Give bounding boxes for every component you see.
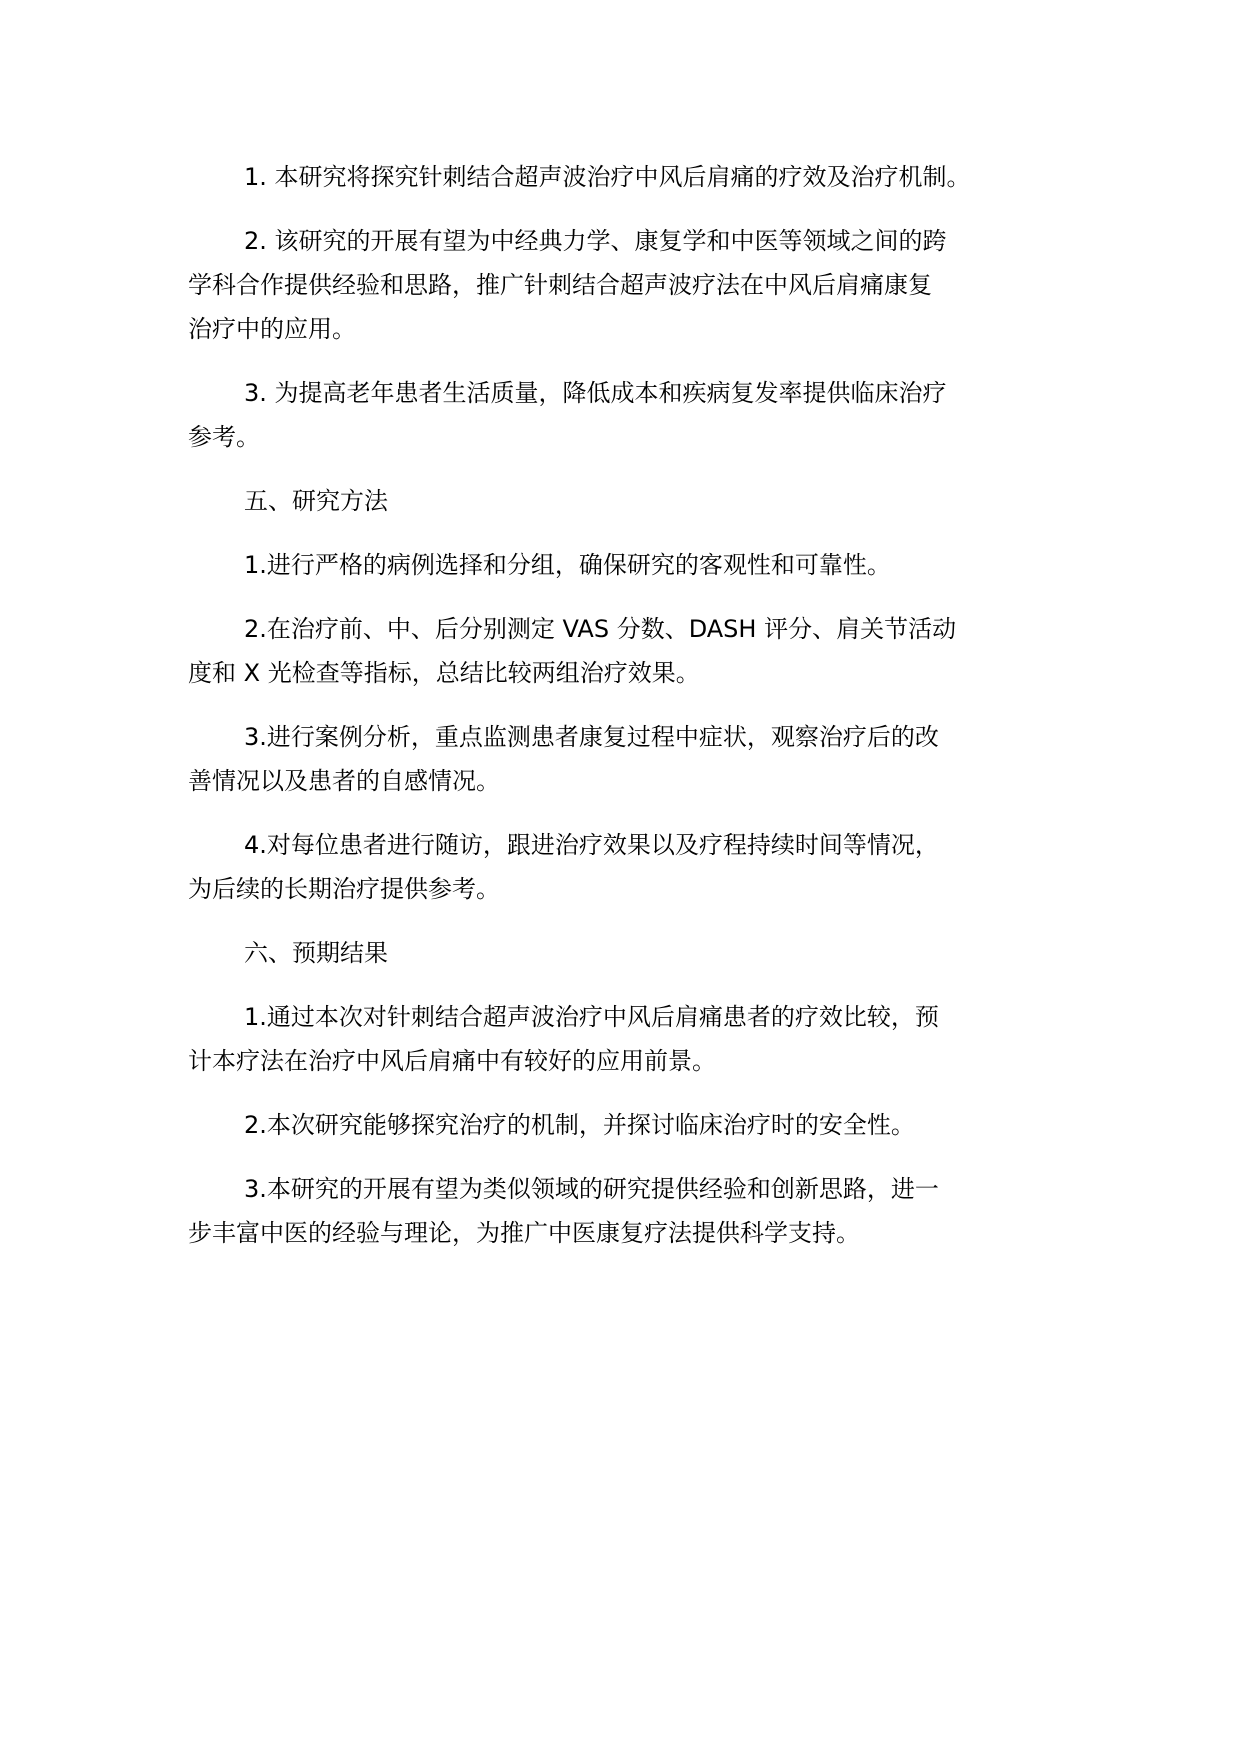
- text-line: 2.在治疗前、中、后分别测定 VAS 分数、DASH 评分、肩关节活动: [244, 615, 957, 643]
- paragraph-significance-2: [188, 219, 1078, 351]
- section-heading-methods: [188, 479, 1078, 523]
- paragraph-significance-1: [188, 155, 1078, 199]
- text-line: 1. 本研究将探究针刺结合超声波治疗中风后肩痛的疗效及治疗机制。: [244, 163, 971, 191]
- text-line: 3. 为提高老年患者生活质量，降低成本和疾病复发率提供临床治疗: [244, 379, 947, 407]
- paragraph-result-2: [188, 1103, 1078, 1147]
- text-line: 3.本研究的开展有望为类似领域的研究提供经验和创新思路，进一: [244, 1175, 939, 1203]
- paragraph-method-3: [188, 715, 1078, 803]
- paragraph-method-2: [188, 607, 1078, 695]
- text-line: 1.通过本次对针刺结合超声波治疗中风后肩痛患者的疗效比较，预: [244, 1003, 939, 1031]
- paragraph-significance-3: [188, 371, 1078, 459]
- text-line: 3.进行案例分析，重点监测患者康复过程中症状，观察治疗后的改: [244, 723, 939, 751]
- heading-text: 六、预期结果: [244, 939, 388, 967]
- text-line: 参考。: [188, 423, 260, 451]
- text-line: 学科合作提供经验和思路，推广针刺结合超声波疗法在中风后肩痛康复: [188, 271, 932, 299]
- text-line: 计本疗法在治疗中风后肩痛中有较好的应用前景。: [188, 1047, 716, 1075]
- paragraph-method-4: [188, 823, 1078, 911]
- heading-text: 五、研究方法: [244, 487, 388, 515]
- text-line: 2. 该研究的开展有望为中经典力学、康复学和中医等领域之间的跨: [244, 227, 947, 255]
- document-body: [188, 155, 1078, 1275]
- paragraph-result-1: [188, 995, 1078, 1083]
- text-line: 4.对每位患者进行随访，跟进治疗效果以及疗程持续时间等情况，: [244, 831, 939, 859]
- text-line: 步丰富中医的经验与理论，为推广中医康复疗法提供科学支持。: [188, 1219, 860, 1247]
- text-line: 度和 X 光检查等指标，总结比较两组治疗效果。: [188, 659, 700, 687]
- text-line: 为后续的长期治疗提供参考。: [188, 875, 500, 903]
- text-line: 1.进行严格的病例选择和分组，确保研究的客观性和可靠性。: [244, 551, 891, 579]
- text-line: 治疗中的应用。: [188, 315, 356, 343]
- paragraph-result-3: [188, 1167, 1078, 1255]
- text-line: 2.本次研究能够探究治疗的机制，并探讨临床治疗时的安全性。: [244, 1111, 915, 1139]
- text-line: 善情况以及患者的自感情况。: [188, 767, 500, 795]
- paragraph-method-1: [188, 543, 1078, 587]
- section-heading-expected-results: [188, 931, 1078, 975]
